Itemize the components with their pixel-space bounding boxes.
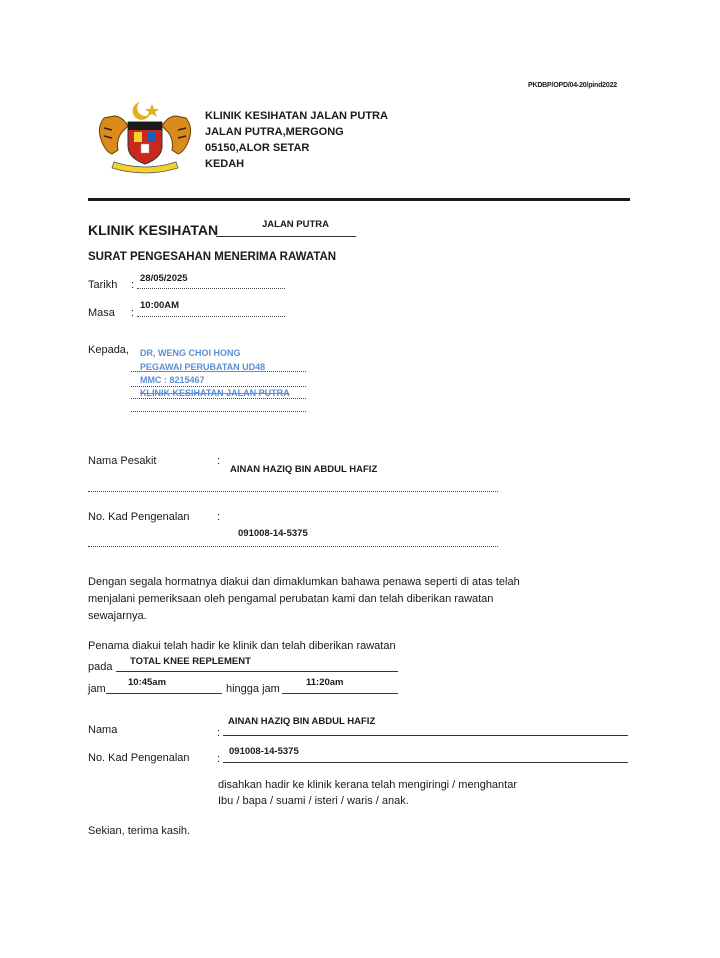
masa-value: 10:00AM	[140, 300, 180, 311]
nama-pesakit-colon: :	[217, 455, 221, 467]
kepada-dotted-line-3	[131, 398, 306, 399]
document-subtitle: SURAT PENGESAHAN MENERIMA RAWATAN	[88, 251, 337, 263]
no-kad-label: No. Kad Pengenalan	[88, 511, 190, 523]
pada-label: pada	[88, 661, 113, 673]
recipient-name: DR, WENG CHOI HONG	[140, 348, 241, 358]
jam-label: jam	[88, 683, 106, 695]
masa-label: Masa	[88, 307, 115, 319]
escort-nama-label: Nama	[88, 724, 118, 736]
recipient-mmc: MMC : 8215467	[140, 375, 205, 385]
escort-ic-label: No. Kad Pengenalan	[88, 752, 190, 764]
escort-ic-value: 091008-14-5375	[229, 746, 299, 757]
pada-underline	[116, 671, 398, 672]
tarikh-label: Tarikh	[88, 279, 118, 291]
masa-colon: :	[131, 307, 135, 319]
jam-to-underline	[282, 693, 398, 694]
tarikh-dotted-line	[137, 288, 285, 289]
recipient-position: PEGAWAI PERUBATAN UD48	[140, 362, 266, 372]
title-underline	[216, 236, 356, 237]
kepada-dotted-line-2	[131, 386, 306, 387]
tarikh-colon: :	[131, 279, 135, 291]
no-kad-colon: :	[217, 511, 221, 523]
clinic-address-line-4: KEDAH	[205, 158, 245, 170]
clinic-address-line-3: 05150,ALOR SETAR	[205, 142, 310, 154]
jam-to-value: 11:20am	[306, 677, 344, 688]
escort-nama-value: AINAN HAZIQ BIN ABDUL HAFIZ	[228, 716, 376, 727]
treatment-value: TOTAL KNEE REPLEMENT	[130, 656, 251, 667]
no-kad-value: 091008-14-5375	[238, 528, 308, 539]
confirmation-paragraph: Dengan segala hormatnya diakui dan dimaklumkan bahawa penawa seperti di atas telah menjalani pemeriksaan oleh pengamal perubatan kami dan telah diberikan rawatan sewajarnya.	[88, 576, 520, 622]
nama-pesakit-value: AINAN HAZIQ BIN ABDUL HAFIZ	[230, 464, 378, 475]
form-reference-code: PKDBP/OPD/04-20/pind2022	[528, 82, 617, 89]
jam-from-underline	[106, 693, 222, 694]
title-clinic-name: JALAN PUTRA	[262, 219, 330, 230]
nama-pesakit-label: Nama Pesakit	[88, 455, 157, 467]
escort-nama-colon: :	[217, 727, 221, 739]
escort-statement-line-2: Ibu / bapa / suami / isteri / waris / anak.	[218, 795, 409, 807]
escort-ic-colon: :	[217, 753, 221, 765]
tarikh-value: 28/05/2025	[140, 273, 188, 284]
attendance-paragraph: Penama diakui telah hadir ke klinik dan telah diberikan rawatan	[88, 640, 396, 652]
escort-ic-underline	[223, 762, 628, 763]
page-title: KLINIK KESIHATAN	[88, 222, 219, 238]
no-kad-dotted-line	[88, 546, 498, 547]
hingga-jam-label: hingga jam	[226, 683, 280, 695]
kepada-label: Kepada,	[88, 344, 129, 356]
header-divider	[88, 198, 630, 201]
nama-pesakit-dotted-line	[88, 491, 498, 492]
masa-dotted-line	[137, 316, 285, 317]
clinic-address-line-1: KLINIK KESIHATAN JALAN PUTRA	[205, 110, 388, 122]
jam-from-value: 10:45am	[128, 677, 167, 688]
closing-text: Sekian, terima kasih.	[88, 825, 191, 837]
coat-of-arms-logo	[90, 98, 200, 174]
kepada-dotted-line-4	[131, 411, 306, 412]
recipient-clinic: KLINIK KESIHATAN JALAN PUTRA	[140, 388, 290, 398]
escort-nama-underline	[223, 735, 628, 736]
clinic-address-line-2: JALAN PUTRA,MERGONG	[205, 126, 344, 138]
escort-statement-line-1: disahkan hadir ke klinik kerana telah mengiringi / menghantar	[218, 779, 518, 791]
